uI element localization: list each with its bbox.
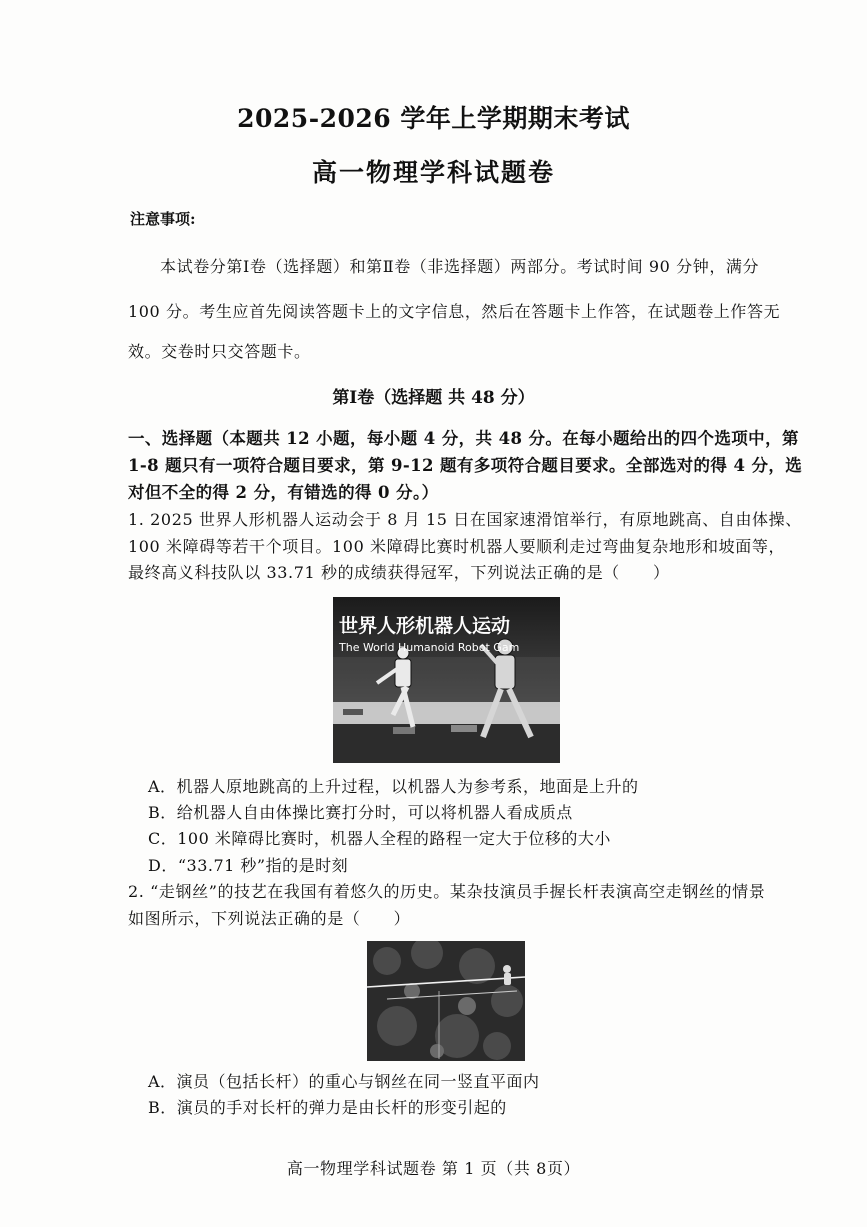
q2-stem-line-2: 如图所示，下列说法正确的是（ ） xyxy=(128,909,411,928)
q2-option-a: A．演员（包括长杆）的重心与钢丝在同一竖直平面内 xyxy=(148,1072,540,1091)
q1-stem-line-3: 最终高义科技队以 33.71 秒的成绩获得冠军，下列说法正确的是（ ） xyxy=(128,563,670,582)
notice-heading: 注意事项: xyxy=(130,210,196,228)
q1-image-banner-en: The World Humanoid Robot Gam xyxy=(339,641,520,654)
section-instructions-line-3: 对但不全的得 2 分，有错选的得 0 分。） xyxy=(128,483,439,502)
notice-line-2: 100 分。考生应首先阅读答题卡上的文字信息，然后在答题卡上作答，在试题卷上作答无 xyxy=(128,302,781,321)
section-instructions-line-1: 一、选择题（本题共 12 小题，每小题 4 分，共 48 分。在每小题给出的四个选项中，第 xyxy=(128,429,799,448)
notice-line-3: 效。交卷时只交答题卡。 xyxy=(128,342,311,361)
q1-stem-line-2: 100 米障碍等若干个项目。100 米障碍比赛时机器人要顺利走过弯曲复杂地形和坡面等， xyxy=(128,537,786,556)
page-footer: 高一物理学科试题卷 第 1 页（共 8页） xyxy=(286,1159,581,1178)
notice-line-1: 本试卷分第Ⅰ卷（选择题）和第Ⅱ卷（非选择题）两部分。考试时间 90 分钟，满分 xyxy=(160,257,760,276)
q1-stem-line-1: 1. 2025 世界人形机器人运动会于 8 月 15 日在国家速滑馆举行，有原地跳高、自由体操、 xyxy=(128,510,802,529)
q1-option-d: D．“33.71 秒”指的是时刻 xyxy=(148,856,349,875)
q1-robot-photo xyxy=(333,597,560,763)
section-heading: 第Ⅰ卷（选择题 共 48 分） xyxy=(332,388,535,408)
q1-image-banner-cn: 世界人形机器人运动 xyxy=(339,615,511,637)
q2-option-b: B．演员的手对长杆的弹力是由长杆的形变引起的 xyxy=(148,1098,507,1117)
section-instructions-line-2: 1-8 题只有一项符合题目要求，第 9-12 题有多项符合题目要求。全部选对的得 4 分，选 xyxy=(128,456,803,475)
q1-option-c: C．100 米障碍比赛时，机器人全程的路程一定大于位移的大小 xyxy=(148,829,611,848)
q2-stem-line-1: 2. “走钢丝”的技艺在我国有着悠久的历史。某杂技演员手握长杆表演高空走钢丝的情景 xyxy=(128,882,766,901)
exam-subtitle: 高一物理学科试题卷 xyxy=(311,158,555,187)
q1-option-b: B．给机器人自由体操比赛打分时，可以将机器人看成质点 xyxy=(148,803,573,822)
q2-tightrope-photo xyxy=(367,941,525,1061)
exam-title: 2025-2026 学年上学期期末考试 xyxy=(237,104,630,133)
q1-option-a: A．机器人原地跳高的上升过程，以机器人为参考系，地面是上升的 xyxy=(148,777,639,796)
